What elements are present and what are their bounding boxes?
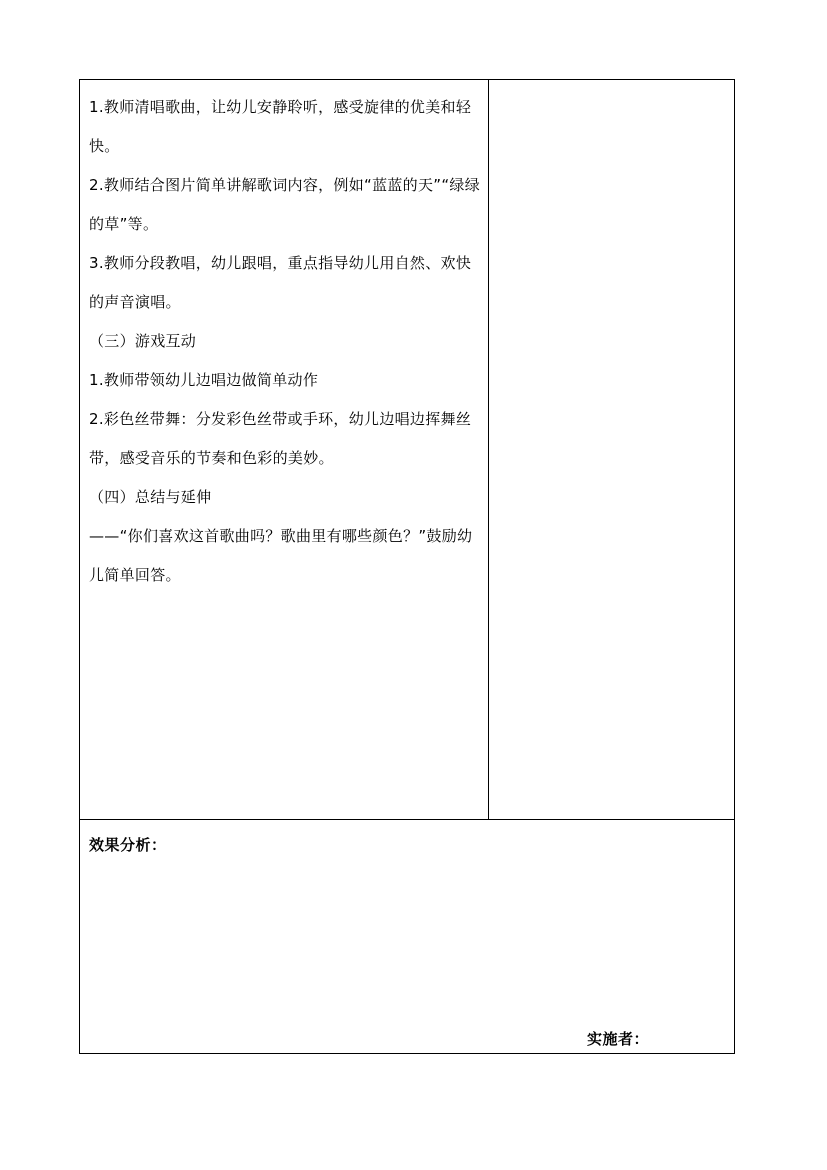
analysis-label: 效果分析：: [89, 836, 167, 854]
content-paragraph: 1.教师带领幼儿边唱边做简单动作: [89, 371, 319, 389]
analysis-row: [80, 820, 734, 1053]
content-paragraph: 3.教师分段教唱，幼儿跟唱，重点指导幼儿用自然、欢快的声音演唱。: [89, 254, 472, 311]
section-heading: （三）游戏互动: [89, 332, 197, 350]
activity-content-cell: [80, 80, 489, 819]
content-paragraph: 2.彩色丝带舞：分发彩色丝带或手环，幼儿边唱边挥舞丝带，感受音乐的节奏和色彩的美妙。: [89, 410, 472, 467]
activity-row: [80, 80, 734, 820]
content-paragraph: 2.教师结合图片简单讲解歌词内容，例如“蓝蓝的天”“绿绿的草”等。: [89, 176, 481, 233]
lesson-plan-table: [79, 79, 735, 1054]
content-paragraph: 1.教师清唱歌曲，让幼儿安静聆听，感受旋律的优美和轻快。: [89, 98, 472, 155]
content-paragraph: ——“你们喜欢这首歌曲吗？歌曲里有哪些颜色？”鼓励幼儿简单回答。: [89, 527, 473, 584]
notes-cell: [489, 80, 734, 819]
implementer-label: 实施者：: [587, 1030, 650, 1048]
section-heading: （四）总结与延伸: [89, 488, 212, 506]
